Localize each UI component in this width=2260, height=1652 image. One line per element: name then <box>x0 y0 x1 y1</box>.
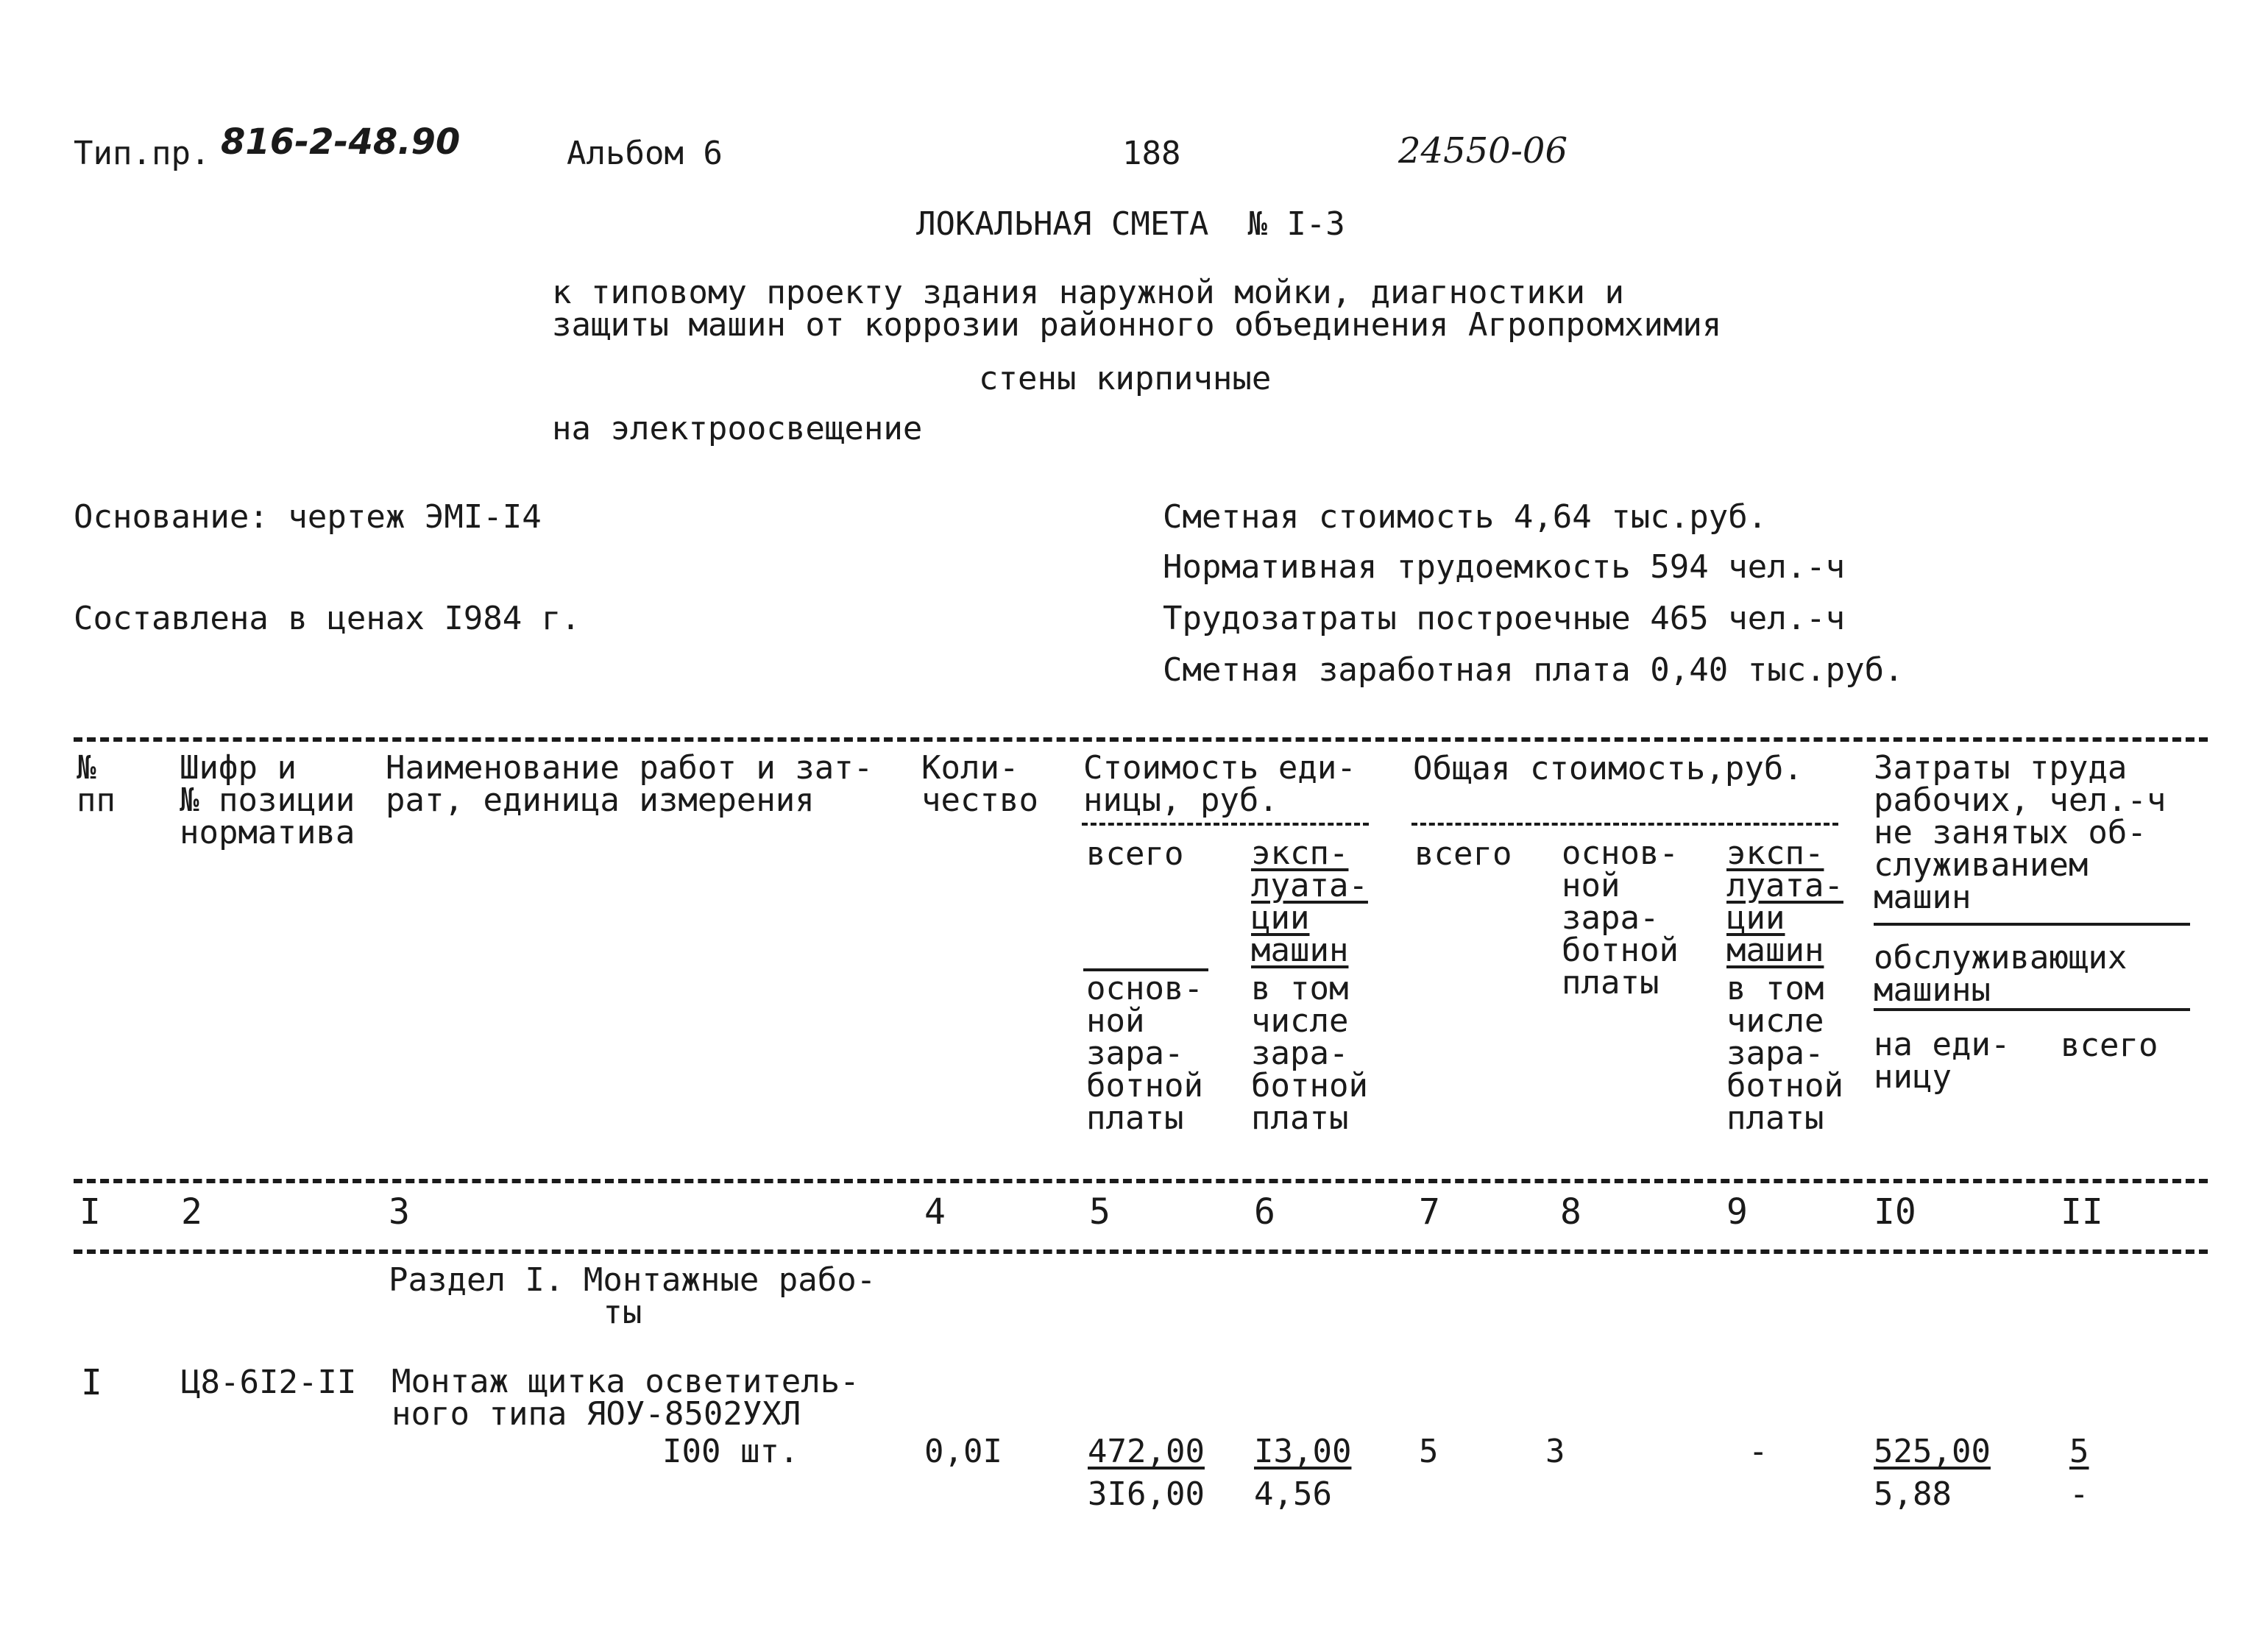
typ-number: 816-2-48.90 <box>221 121 461 163</box>
col-num-10: I0 <box>1874 1191 1916 1233</box>
normative-labor: Нормативная трудоемкость 594 чел.-ч <box>1163 548 1846 586</box>
col-num-11: II <box>2061 1191 2103 1233</box>
row-unit-machines: I3,00 <box>1254 1433 1352 1470</box>
col-header-5-total: всего <box>1086 835 1184 873</box>
prices-text: Составлена в ценах I984 г. <box>74 600 581 637</box>
col-header-qty: Коли- чество <box>921 749 1038 819</box>
col-header-11: всего <box>2061 1027 2158 1064</box>
total-cost-rule <box>1411 823 1838 826</box>
typ-label: Тип.пр. <box>74 135 210 172</box>
col-header-7: всего <box>1414 835 1512 873</box>
row-unit: I00 шт. <box>662 1433 799 1470</box>
col-header-5-wage: основ- ной зара- ботной платы <box>1086 970 1203 1137</box>
document-code: 24550-06 <box>1398 130 1568 171</box>
labor-rule-2 <box>1874 1008 2190 1011</box>
col-header-8: основ- ной зара- ботной платы <box>1562 834 1679 1002</box>
colnum-bottom-rule <box>74 1249 2208 1254</box>
col-num-5: 5 <box>1089 1191 1110 1233</box>
col-header-total-cost: Общая стоимость,руб. <box>1413 750 1803 787</box>
title-line-4: на электроосвещение <box>552 410 923 447</box>
row-labor-unit-serv: 5,88 <box>1874 1475 1952 1513</box>
title-line-1: к типовому проекту здания наружной мойки, диагностики и <box>552 274 1624 311</box>
row-labor-total-serv: - <box>2069 1475 2089 1513</box>
col-header-6-wage: в том числе зара- ботной платы <box>1251 970 1368 1137</box>
labor-rule-1 <box>1874 923 2190 926</box>
colnum-top-rule <box>74 1179 2208 1183</box>
col-header-9-wage: в том числе зара- ботной платы <box>1726 970 1843 1137</box>
col-num-1: I <box>79 1191 101 1233</box>
col-header-num: № пп <box>77 749 116 819</box>
row-labor-unit: 525,00 <box>1874 1433 1991 1470</box>
row-labor-total: 5 <box>2069 1433 2089 1470</box>
table-top-rule <box>74 737 2208 742</box>
col-header-labor-serv: обслуживающих машины <box>1874 939 2128 1009</box>
col-header-6-machines: эксп- луата- ции машин <box>1251 834 1368 969</box>
album-label: Альбом 6 <box>567 135 723 172</box>
title-line-3: стены кирпичные <box>979 360 1272 397</box>
row-number: I <box>81 1362 102 1403</box>
page-number: 188 <box>1122 135 1181 172</box>
row-code: Ц8-6I2-II <box>181 1364 357 1401</box>
row-total-wage: 3 <box>1545 1433 1565 1470</box>
row-unit-machines-wage: 4,56 <box>1254 1475 1332 1513</box>
col-header-labor: Затраты труда рабочих, чел.-ч не занятых об- служиванием машин <box>1874 749 2167 916</box>
col-header-9-machines: эксп- луата- ции машин <box>1726 834 1843 969</box>
row-unit-total: 472,00 <box>1088 1433 1205 1470</box>
col-num-3: 3 <box>389 1191 410 1233</box>
row-name: Монтаж щитка осветитель- ного типа ЯОУ-8502УХЛ <box>392 1363 860 1433</box>
basis-text: Основание: чертеж ЭМI-I4 <box>74 498 542 536</box>
row-total-machines: - <box>1749 1433 1768 1470</box>
col-header-name: Наименование работ и зат- рат, единица измерения <box>386 749 874 819</box>
section-heading: Раздел I. Монтажные рабо- ты <box>389 1261 876 1331</box>
col-num-6: 6 <box>1254 1191 1275 1233</box>
col-header-code: Шифр и № позиции норматива <box>180 749 355 851</box>
unit-cost-rule <box>1082 823 1369 826</box>
col-header-unit-cost: Стоимость еди- ницы, руб. <box>1083 749 1356 819</box>
estimated-cost: Сметная стоимость 4,64 тыс.руб. <box>1163 498 1768 536</box>
col-header-10: на еди- ницу <box>1874 1026 2011 1096</box>
col-num-4: 4 <box>924 1191 946 1233</box>
row-qty: 0,0I <box>924 1433 1002 1470</box>
construction-labor: Трудозатраты построечные 465 чел.-ч <box>1163 600 1846 637</box>
estimated-wage: Сметная заработная плата 0,40 тыс.руб. <box>1163 651 1904 689</box>
estimate-title: ЛОКАЛЬНАЯ СМЕТА № I-3 <box>916 205 1345 243</box>
row-unit-wage: 3I6,00 <box>1088 1475 1205 1513</box>
title-line-2: защиты машин от коррозии районного объединения Агропромхимия <box>552 306 1722 344</box>
col-num-2: 2 <box>181 1191 202 1233</box>
row-total: 5 <box>1419 1433 1439 1470</box>
col-num-7: 7 <box>1419 1191 1440 1233</box>
col-num-8: 8 <box>1560 1191 1581 1233</box>
col-num-9: 9 <box>1726 1191 1748 1233</box>
